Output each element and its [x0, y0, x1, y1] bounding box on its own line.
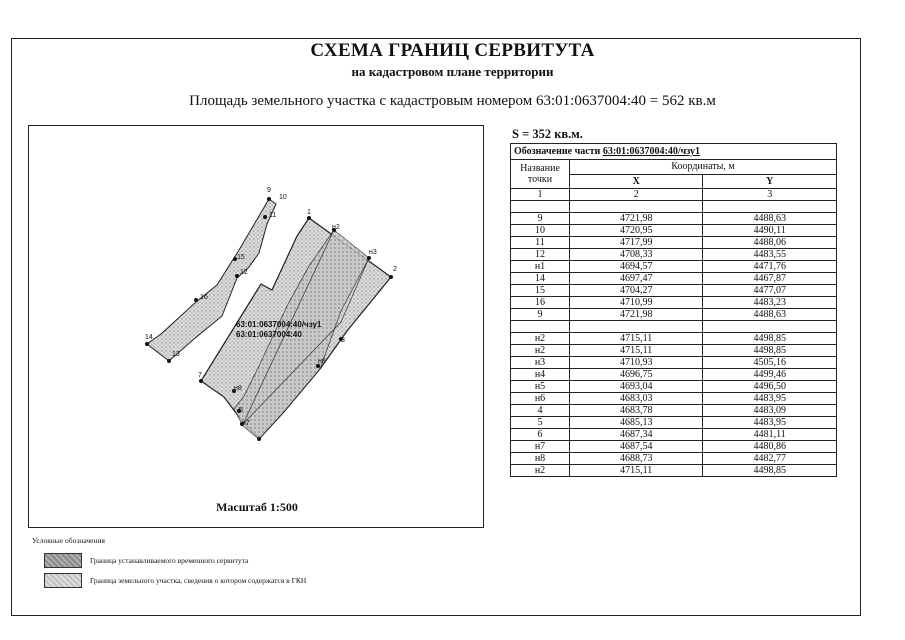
y-coord-cell: 4483,23: [703, 297, 837, 309]
point-name-cell: 5: [511, 417, 570, 429]
y-coord-cell: 4498,85: [703, 333, 837, 345]
point-12-label: 12: [240, 269, 248, 276]
table-row: [511, 285, 837, 297]
table-row: [511, 273, 837, 285]
col-y-header: Y: [703, 174, 837, 189]
cadastral-map: [28, 125, 484, 528]
point-name-cell: 9: [511, 213, 570, 225]
x-coord-cell: 4694,57: [570, 261, 703, 273]
x-coord-cell: 4683,03: [570, 393, 703, 405]
servitude-label: 63:01:0637004:40/чзу1: [236, 320, 322, 329]
table-row: [511, 441, 837, 453]
col-coords-header: Координаты, м: [570, 160, 837, 175]
x-coord-cell: 4693,04: [570, 381, 703, 393]
point-3-label: 3: [341, 337, 345, 344]
point-n2-label: н2: [332, 224, 340, 231]
point-10-label: 10: [279, 194, 287, 201]
coordinates-table: [510, 143, 837, 477]
point-7-label: 7: [198, 372, 202, 379]
point-11-label: 11: [269, 212, 277, 219]
point-name-cell: 14: [511, 273, 570, 285]
point-n3-label: н3: [369, 249, 377, 256]
y-coord-cell: 4481,11: [703, 429, 837, 441]
col-x-header: X: [570, 174, 703, 189]
legend-item-parcel: Граница земельного участка, сведения о котором содержатся в ГКН: [90, 576, 307, 585]
point-name-cell: 4: [511, 405, 570, 417]
y-coord-cell: 4499,46: [703, 369, 837, 381]
x-coord-cell: 4697,47: [570, 273, 703, 285]
y-coord-cell: 4483,95: [703, 417, 837, 429]
part-designation-cell: [511, 144, 837, 160]
legend-title: Условные обозначения: [32, 536, 105, 545]
group1-rows: [511, 201, 837, 321]
part-label: Обозначение части: [514, 146, 601, 157]
table-row: [511, 357, 837, 369]
y-coord-cell: 4498,85: [703, 465, 837, 477]
legend-swatch-servitude: [44, 553, 82, 568]
table-row: [511, 225, 837, 237]
page-title: СХЕМА ГРАНИЦ СЕРВИТУТА: [310, 40, 595, 61]
point-1-label: 1: [307, 209, 311, 216]
legend-swatch-parcel: [44, 573, 82, 588]
point-5-label: 5: [239, 407, 243, 414]
y-coord-cell: 4490,11: [703, 225, 837, 237]
col-name-header: Название точки: [511, 160, 570, 189]
y-coord-cell: 4471,76: [703, 261, 837, 273]
x-coord-cell: 4704,27: [570, 285, 703, 297]
y-coord-cell: 4480,86: [703, 441, 837, 453]
table-row: [511, 297, 837, 309]
group2-rows: [511, 321, 837, 477]
page-subtitle: на кадастровом плане территории: [351, 64, 554, 79]
table-row: [511, 405, 837, 417]
col-number: 3: [703, 189, 837, 201]
x-coord-cell: 4715,11: [570, 465, 703, 477]
x-coord-cell: 4721,98: [570, 309, 703, 321]
y-coord-cell: 4488,63: [703, 213, 837, 225]
x-coord-cell: 4715,11: [570, 333, 703, 345]
y-coord-cell: 4477,07: [703, 285, 837, 297]
part-code: 63:01:0637004:40/чзу1: [602, 146, 701, 157]
point-name-cell: 12: [511, 249, 570, 261]
x-coord-cell: 4717,99: [570, 237, 703, 249]
point-n8-label: н8: [234, 385, 242, 392]
point-name-cell: н5: [511, 381, 570, 393]
x-coord-cell: 4710,93: [570, 357, 703, 369]
point-9-label: 9: [267, 187, 271, 194]
x-coord-cell: 4696,75: [570, 369, 703, 381]
x-coord-cell: 4715,11: [570, 345, 703, 357]
map-scale: Масштаб 1:500: [216, 500, 298, 514]
table-row: [511, 261, 837, 273]
x-coord-cell: 4710,99: [570, 297, 703, 309]
y-coord-cell: 4498,85: [703, 345, 837, 357]
point-n7-label: н7: [242, 420, 250, 427]
legend-item-servitude: Граница устанавливаемого временного сервитута: [90, 556, 249, 565]
table-row: [511, 417, 837, 429]
point-name-cell: н7: [511, 441, 570, 453]
x-coord-cell: 4721,98: [570, 213, 703, 225]
table-row: [511, 429, 837, 441]
table-row: [511, 465, 837, 477]
servitude-area: S = 352 кв.м.: [512, 127, 583, 141]
table-row: [511, 345, 837, 357]
point-name-cell: 10: [511, 225, 570, 237]
parcel-label: 63:01:0637004:40: [236, 330, 302, 339]
table-row: [511, 249, 837, 261]
table-row: [511, 237, 837, 249]
point-name-cell: н2: [511, 465, 570, 477]
point-name-cell: н1: [511, 261, 570, 273]
x-coord-cell: 4685,13: [570, 417, 703, 429]
point-n6-label: н6: [318, 358, 326, 365]
point-14-label: 14: [145, 334, 153, 341]
table-row: [511, 333, 837, 345]
table-row: [511, 453, 837, 465]
point-name-cell: 16: [511, 297, 570, 309]
point-13-label: 13: [172, 351, 180, 358]
point-name-cell: н8: [511, 453, 570, 465]
x-coord-cell: 4688,73: [570, 453, 703, 465]
point-16-label: 16: [200, 294, 208, 301]
table-row: [511, 393, 837, 405]
point-15-label: 15: [237, 254, 245, 261]
area-statement: Площадь земельного участка с кадастровым номером 63:01:0637004:40 = 562 кв.м: [189, 93, 716, 109]
x-coord-cell: 4687,34: [570, 429, 703, 441]
point-name-cell: н2: [511, 333, 570, 345]
y-coord-cell: 4496,50: [703, 381, 837, 393]
point-2-label: 2: [393, 266, 397, 273]
y-coord-cell: 4467,87: [703, 273, 837, 285]
point-name-cell: 11: [511, 237, 570, 249]
y-coord-cell: 4488,63: [703, 309, 837, 321]
x-coord-cell: 4720,95: [570, 225, 703, 237]
x-coord-cell: 4687,54: [570, 441, 703, 453]
point-name-cell: н6: [511, 393, 570, 405]
point-name-cell: н4: [511, 369, 570, 381]
x-coord-cell: 4683,78: [570, 405, 703, 417]
col-number: 1: [511, 189, 570, 201]
table-row: [511, 309, 837, 321]
point-name-cell: 9: [511, 309, 570, 321]
y-coord-cell: 4488,06: [703, 237, 837, 249]
col-number: 2: [570, 189, 703, 201]
point-name-cell: н2: [511, 345, 570, 357]
point-name-cell: 15: [511, 285, 570, 297]
x-coord-cell: 4708,33: [570, 249, 703, 261]
point-name-cell: н3: [511, 357, 570, 369]
table-row: [511, 381, 837, 393]
point-name-cell: 6: [511, 429, 570, 441]
table-row: [511, 213, 837, 225]
y-coord-cell: 4483,55: [703, 249, 837, 261]
y-coord-cell: 4505,16: [703, 357, 837, 369]
table-row: [511, 369, 837, 381]
y-coord-cell: 4483,95: [703, 393, 837, 405]
y-coord-cell: 4483,09: [703, 405, 837, 417]
y-coord-cell: 4482,77: [703, 453, 837, 465]
